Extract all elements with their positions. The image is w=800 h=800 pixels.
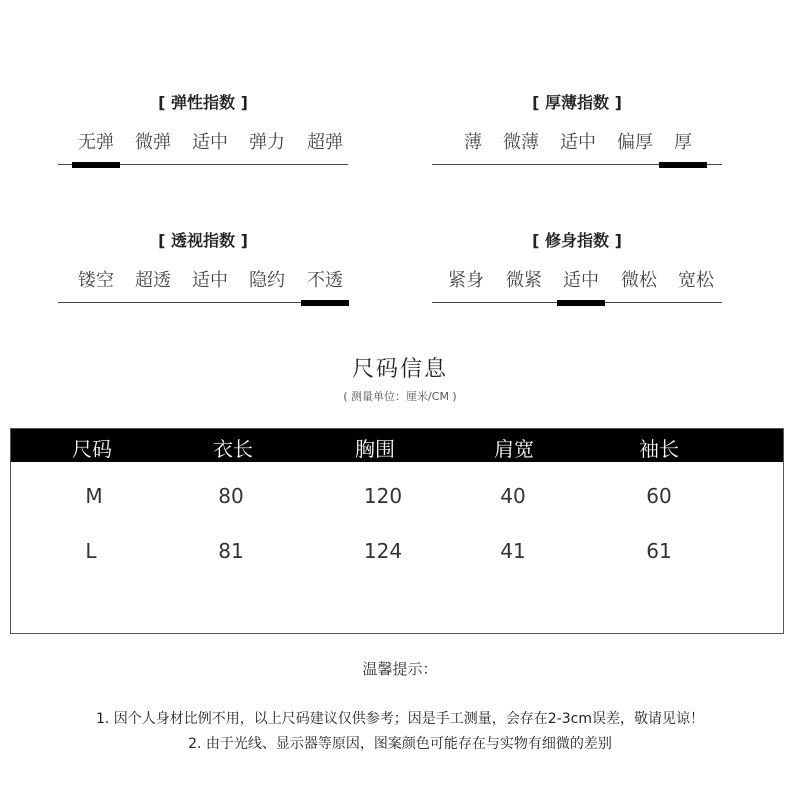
thickness-option: 厚: [674, 132, 692, 153]
fit-option: 宽松: [678, 270, 714, 291]
thickness-option: 薄: [464, 132, 482, 153]
column-header: 胸围: [355, 437, 395, 461]
size-table: [10, 428, 784, 634]
elasticity-options: [58, 128, 348, 152]
table-header: [11, 429, 783, 462]
thickness-options: [432, 128, 722, 152]
table-cell: 40: [500, 484, 526, 508]
size-info-unit: ( 测量单位：厘米/CM ): [343, 390, 457, 403]
transparency-option: 超透: [135, 270, 171, 291]
transparency-option: 镂空: [78, 270, 114, 291]
column-header: 肩宽: [494, 437, 534, 461]
thickness-title: [ 厚薄指数 ]: [532, 93, 622, 112]
table-cell: 41: [500, 539, 526, 563]
transparency-selected-marker: [301, 300, 349, 306]
table-cell: 61: [646, 539, 672, 563]
elasticity-option: 无弹: [78, 132, 114, 153]
table-cell: 80: [218, 484, 244, 508]
tips-title: 温馨提示：: [362, 660, 438, 678]
thickness-option: 适中: [560, 132, 596, 153]
table-cell: 81: [218, 539, 244, 563]
fit-option: 紧身: [448, 270, 484, 291]
fit-title: [ 修身指数 ]: [532, 231, 622, 250]
thickness-option: 微薄: [503, 132, 539, 153]
table-cell: 120: [363, 484, 403, 508]
transparency-title: [ 透视指数 ]: [158, 231, 248, 250]
fit-options: [432, 266, 722, 290]
table-cell: 60: [646, 484, 672, 508]
elasticity-option: 适中: [192, 132, 228, 153]
transparency-option: 隐约: [249, 270, 285, 291]
elasticity-option: 弹力: [249, 132, 285, 153]
column-header: 衣长: [213, 437, 253, 461]
elasticity-title: [ 弹性指数 ]: [158, 93, 248, 112]
table-cell: 124: [363, 539, 403, 563]
fit-option: 适中: [563, 270, 599, 291]
transparency-option: 不透: [307, 270, 343, 291]
elasticity-option: 超弹: [307, 132, 343, 153]
elasticity-option: 微弹: [135, 132, 171, 153]
fit-option: 微松: [621, 270, 657, 291]
thickness-option: 偏厚: [617, 132, 653, 153]
column-header: 尺码: [72, 437, 112, 461]
tip-note: 1. 因个人身材比例不用，以上尺码建议仅供参考；因是手工测量，会存在2-3cm误差，敬请见谅！: [95, 711, 704, 727]
elasticity-selected-marker: [72, 162, 120, 168]
tip-note: 2. 由于光线、显示器等原因，图案颜色可能存在与实物有细微的差别: [188, 736, 612, 752]
table-cell: L: [85, 539, 97, 563]
table-cell: M: [85, 484, 103, 508]
table-row: [11, 484, 783, 514]
size-info-title: 尺码信息: [351, 357, 448, 382]
transparency-options: [58, 266, 348, 290]
thickness-selected-marker: [659, 162, 707, 168]
transparency-option: 适中: [192, 270, 228, 291]
table-row: [11, 539, 783, 569]
fit-option: 微紧: [506, 270, 542, 291]
fit-selected-marker: [557, 300, 605, 306]
column-header: 袖长: [639, 437, 679, 461]
